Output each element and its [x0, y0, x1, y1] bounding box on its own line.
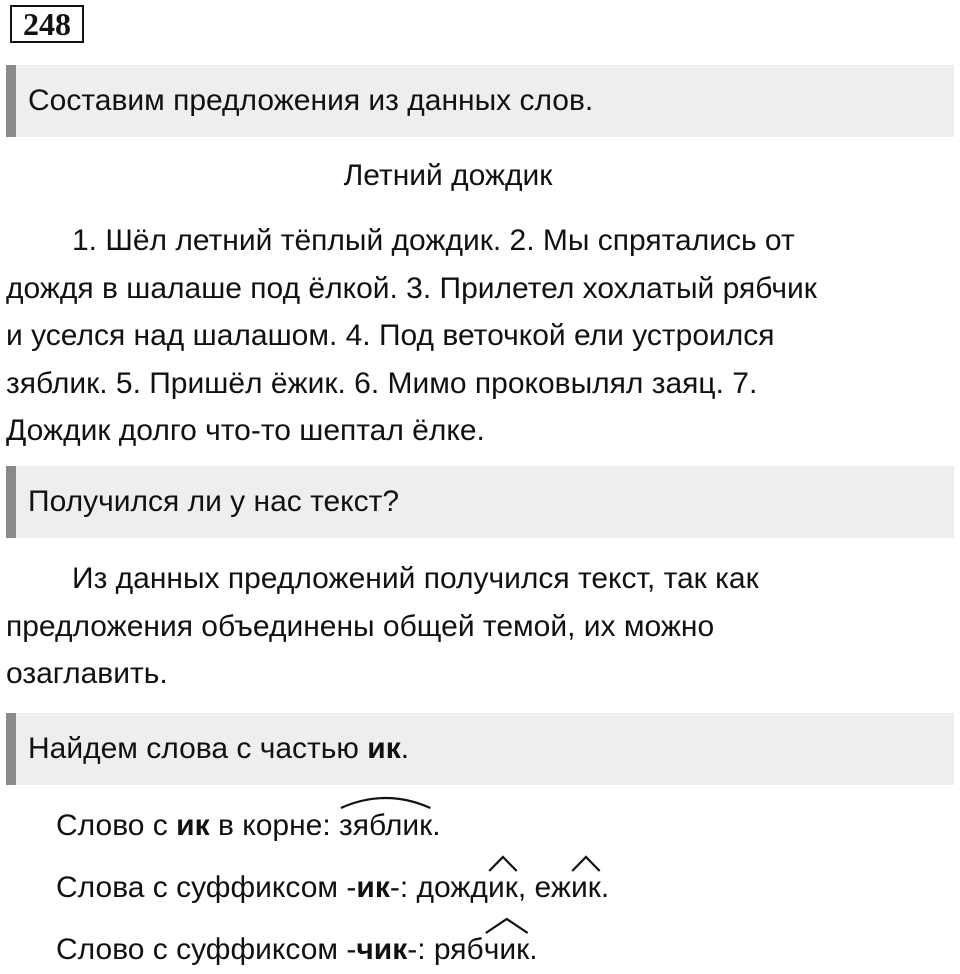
task-1-text: Составим предложения из данных слов. — [28, 84, 594, 117]
task-bar-3 — [6, 713, 954, 785]
paragraph-answer — [6, 555, 906, 698]
paragraph-line: озаглавить. — [6, 657, 168, 690]
paragraph-line: зяблик. 5. Пришёл ёжик. 6. Мимо проковылял заяц. 7. — [6, 366, 758, 400]
suffix-mark — [488, 856, 518, 872]
task-3-text: Найдем слова с частью ик. — [28, 732, 410, 765]
root-marked-word: зяблик — [339, 806, 432, 846]
task-bar-1 — [6, 65, 954, 137]
suffix-marked-part: ик — [571, 868, 601, 908]
paragraph-line: и уселся над шалашом. 4. Под веточкой ели устроился — [6, 319, 775, 352]
suffix-ik-line: Слова с суффиксом -ик-: дожд ик, еж ик. — [56, 868, 609, 908]
paragraph-line: Из данных предложений получился текст, так как — [72, 562, 759, 595]
exercise-number: 248 — [10, 5, 84, 43]
suffix-chik-line: Слово с суффиксом -чик-: ряб чик. — [56, 930, 538, 970]
root-word-line: Слово с ик в корне: зяблик. — [56, 806, 441, 846]
text-title: Летний дождик — [343, 159, 553, 192]
paragraph-line: дождя в шалаше под ёлкой. 3. Прилетел хохлатый рябчик — [6, 271, 817, 305]
task-2-text: Получился ли у нас текст? — [28, 485, 400, 518]
paragraph-sentences — [6, 217, 906, 455]
suffix-mark — [484, 918, 530, 934]
root-arc-mark — [339, 794, 432, 810]
paragraph-line: Дождик долго что-то шептал ёлке. — [6, 414, 485, 447]
suffix-marked-part: чик — [484, 930, 530, 970]
paragraph-line: 1. Шёл летний тёплый дождик. 2. Мы спрятались от — [72, 224, 795, 257]
suffix-mark — [571, 856, 601, 872]
suffix-marked-part: ик — [488, 868, 518, 908]
task-bar-2 — [6, 466, 954, 538]
paragraph-line: предложения объединены общей темой, их можно — [6, 609, 715, 643]
